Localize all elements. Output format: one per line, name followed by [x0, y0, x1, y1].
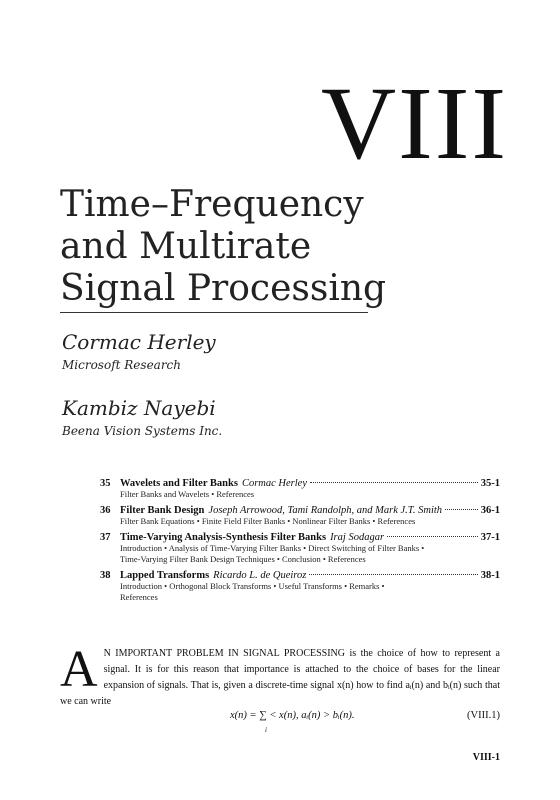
editor-block	[62, 330, 216, 372]
editor-name: Cormac Herley	[62, 330, 216, 354]
toc-page-number[interactable]: 36-1	[480, 505, 500, 516]
toc-entry[interactable]	[100, 505, 500, 527]
toc-leader-dots	[309, 574, 477, 575]
editor-block	[62, 396, 222, 438]
toc-page-number[interactable]: 38-1	[480, 570, 500, 581]
equation	[60, 710, 500, 740]
toc-page-number[interactable]: 35-1	[480, 478, 500, 489]
toc-page-number[interactable]: 37-1	[480, 532, 500, 543]
intro-text: N IMPORTANT PROBLEM IN SIGNAL PROCESSING is the choice of how to represent a signal. It is for this reason that importance is attached to the choice of bases for the linear expansion of signals. That is, given a discrete-time signal x(n) how to find aᵢ(n) and bᵢ(n) such that we can write	[60, 648, 500, 707]
editor-name: Kambiz Nayebi	[62, 396, 216, 420]
toc-subsections: Filter Bank Equations • Finite Field Filter Banks • Nonlinear Filter Banks • References	[120, 516, 416, 526]
toc-leader-dots	[445, 509, 478, 510]
toc-chapter-title[interactable]: Time-Varying Analysis-Synthesis Filter Banks	[120, 532, 327, 543]
toc-chapter-title[interactable]: Wavelets and Filter Banks	[120, 478, 238, 489]
toc-entry[interactable]	[100, 532, 500, 565]
part-title-line: Time–Frequency	[60, 184, 364, 225]
toc-leader-dots	[310, 482, 478, 483]
toc-chapter-title[interactable]: Filter Bank Design	[120, 505, 205, 516]
toc-chapter-title[interactable]: Lapped Transforms	[120, 570, 210, 581]
toc-subsections: Introduction • Orthogonal Block Transforms • Useful Transforms • Remarks •	[120, 581, 385, 591]
toc-subsections: Introduction • Analysis of Time-Varying Filter Banks • Direct Switching of Filter Banks •	[120, 543, 425, 553]
toc-entry[interactable]	[100, 478, 500, 500]
toc-chapter-author: Joseph Arrowood, Tami Randolph, and Mark J.T. Smith	[208, 505, 443, 516]
toc-chapter-number: 36	[100, 505, 111, 516]
part-number: VIII	[320, 66, 508, 181]
toc-subsections: Filter Banks and Wavelets • References	[120, 489, 255, 499]
toc-subsections: References	[120, 592, 158, 602]
equation-body: x(n) = ∑ < x(n), aᵢ(n) > bᵢ(n).	[230, 710, 355, 721]
editor-affiliation: Microsoft Research	[62, 358, 182, 372]
toc-entry[interactable]	[100, 570, 500, 603]
toc-chapter-author: Cormac Herley	[241, 478, 307, 489]
intro-paragraph	[60, 641, 500, 710]
toc-chapter-number: 35	[100, 478, 111, 489]
toc-subsections: Time-Varying Filter Bank Design Techniques • Conclusion • References	[120, 554, 366, 564]
toc-leader-dots	[387, 536, 478, 537]
part-title-line: Signal Processing	[60, 268, 387, 309]
editor-affiliation: Beena Vision Systems Inc.	[62, 424, 223, 438]
toc-chapter-author: Ricardo L. de Queiroz	[213, 570, 307, 581]
toc-chapter-number: 37	[100, 532, 111, 543]
toc-chapter-author: Iraj Sodagar	[330, 532, 385, 543]
drop-cap: A	[60, 641, 98, 698]
equation-label: (VIII.1)	[467, 710, 500, 721]
title-rule	[60, 312, 368, 313]
table-of-contents	[100, 478, 500, 608]
page-number: VIII-1	[472, 752, 500, 763]
part-title	[60, 184, 390, 310]
equation-sum-index: i	[265, 726, 267, 734]
part-title-line: and Multirate	[60, 226, 312, 267]
toc-chapter-number: 38	[100, 570, 111, 581]
